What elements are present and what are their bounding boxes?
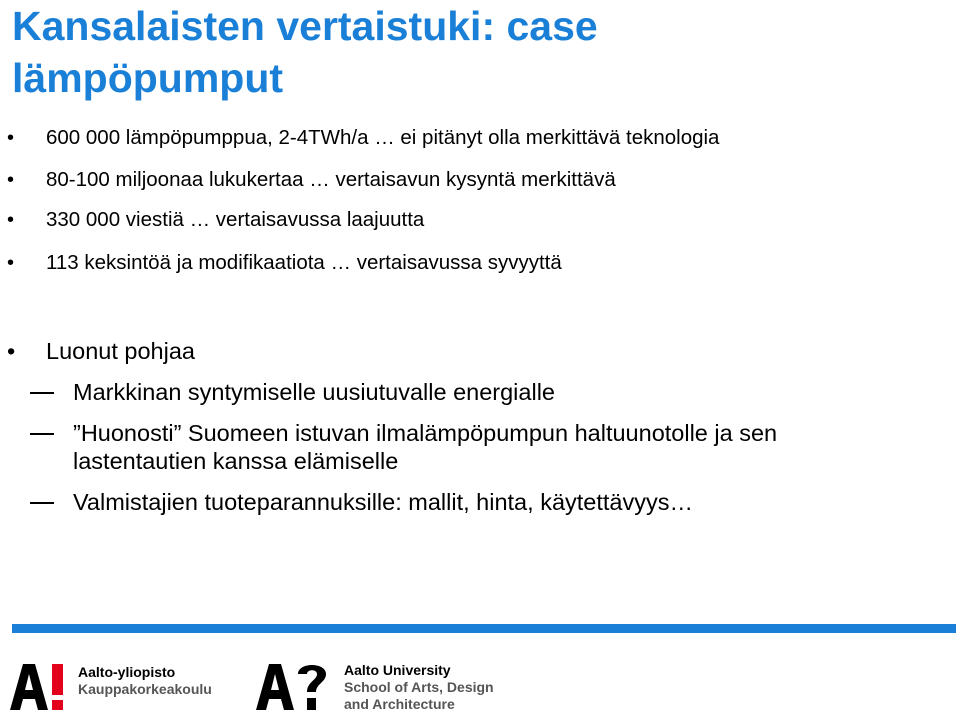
dash-marker: [30, 502, 54, 504]
bullet-text: 80-100 miljoonaa lukukertaa … vertaisavun kysyntä merkittävä: [46, 168, 616, 191]
bullet-text: Luonut pohjaa: [46, 338, 195, 364]
sub-bullet-text-line1: ”Huonosti” Suomeen istuvan ilmalämpöpumpun haltuunotolle ja sen: [73, 420, 778, 446]
bullet-marker: •: [7, 169, 15, 191]
dash-marker: [30, 392, 54, 394]
sub-bullet-text: Markkinan syntymiselle uusiutuvalle energialle: [73, 379, 555, 405]
bullet-text: 113 keksintöä ja modifikaatiota … vertaisavussa syvyyttä: [46, 251, 562, 274]
sub-bullet-text: Valmistajien tuoteparannuksille: mallit, hinta, käytettävyys…: [73, 489, 693, 515]
bullet-marker: •: [7, 252, 15, 274]
bullet-marker: •: [7, 209, 15, 231]
logo2-line3: and Architecture: [344, 696, 455, 712]
slide-title: [12, 0, 942, 104]
logo2-line2: School of Arts, Design: [344, 679, 494, 695]
dash-marker: [30, 433, 54, 435]
aalto-arts-logo: [256, 660, 546, 712]
sub-bullet-text-line2: lastentautien kanssa elämiselle: [73, 448, 399, 474]
bullet-marker: •: [7, 338, 16, 364]
slide-title-line1: Kansalaisten vertaistuki: case: [12, 3, 598, 49]
bullet-text: 330 000 viestiä … vertaisavussa laajuutta: [46, 208, 425, 231]
slide-title-line2: lämpöpumput: [12, 55, 284, 101]
aalto-exclamation-logo-icon: [10, 660, 70, 712]
logo1-text: [78, 664, 212, 698]
aalto-question-logo-icon: [256, 660, 328, 712]
aalto-business-logo: [10, 660, 240, 712]
logo1-line2: Kauppakorkeakoulu: [78, 681, 212, 697]
logo2-text: [344, 662, 494, 713]
footer-divider: [12, 624, 956, 633]
sub-bullet-text: [73, 419, 933, 475]
logo1-line1: Aalto-yliopisto: [78, 664, 176, 680]
logo2-line1: Aalto University: [344, 662, 451, 678]
bullet-text: 600 000 lämpöpumppua, 2-4TWh/a … ei pitänyt olla merkittävä teknologia: [46, 126, 720, 149]
bullet-marker: •: [7, 127, 15, 149]
